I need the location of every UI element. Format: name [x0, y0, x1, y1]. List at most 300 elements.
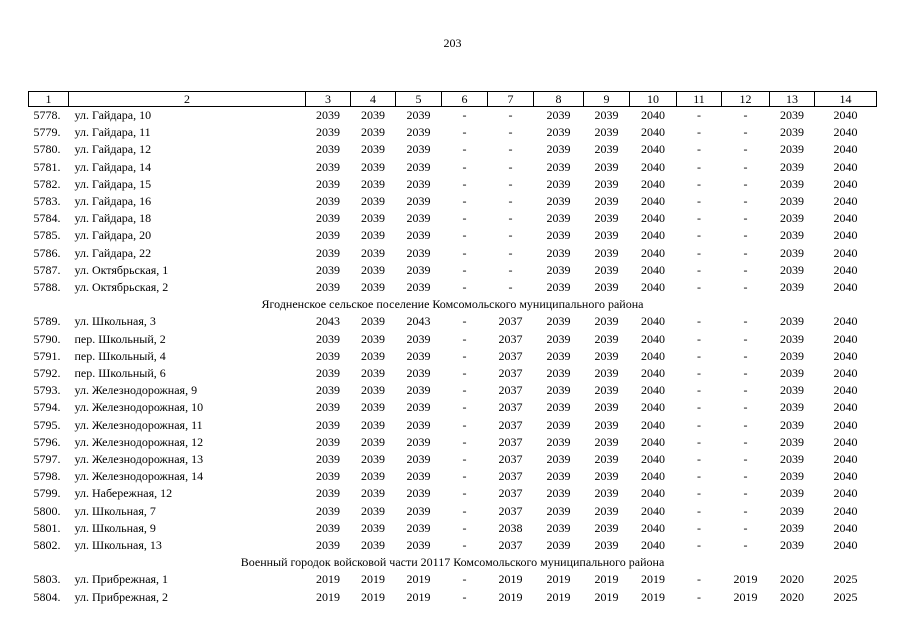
- year-cell: 2039: [594, 434, 619, 449]
- year-cell: 2040: [833, 383, 858, 398]
- address-cell: ул. Железнодорожная, 10: [74, 400, 204, 415]
- year-cell: 2040: [641, 400, 665, 415]
- year-cell: -: [743, 400, 748, 415]
- row-number: 5793.: [33, 383, 61, 398]
- year-cell: 2039: [316, 280, 340, 295]
- year-cell: 2040: [641, 486, 665, 501]
- year-cell: 2040: [641, 366, 665, 381]
- year-cell: 2039: [594, 486, 619, 501]
- year-cell: 2039: [361, 280, 385, 295]
- year-cell: -: [697, 434, 701, 449]
- year-cell: -: [462, 331, 467, 346]
- year-cell: 2039: [406, 331, 431, 346]
- row-number: 5791.: [33, 348, 61, 363]
- year-cell: -: [697, 503, 701, 518]
- year-cell: 2040: [641, 314, 665, 329]
- year-cell: -: [697, 108, 701, 122]
- year-cell: -: [743, 228, 748, 243]
- year-cell: 2040: [641, 434, 665, 449]
- year-cell: -: [743, 383, 748, 398]
- column-header: 14: [815, 92, 877, 107]
- year-cell: 2039: [406, 417, 431, 432]
- year-cell: -: [743, 194, 748, 209]
- year-cell: 2039: [546, 348, 571, 363]
- year-cell: -: [697, 348, 701, 363]
- row-number: 5801.: [33, 520, 61, 535]
- year-cell: 2039: [316, 400, 340, 415]
- address-cell: ул. Гайдара, 14: [74, 159, 152, 174]
- year-cell: 2025: [833, 589, 858, 604]
- year-cell: -: [743, 348, 748, 363]
- year-cell: -: [743, 262, 748, 277]
- address-cell: ул. Прибрежная, 1: [74, 572, 169, 587]
- year-cell: 2039: [316, 348, 340, 363]
- year-cell: 2019: [316, 572, 340, 587]
- row-number: 5799.: [33, 486, 61, 501]
- table-row: [29, 159, 877, 176]
- schedule-table: [28, 91, 877, 606]
- address-cell: ул. Железнодорожная, 13: [74, 452, 204, 467]
- year-cell: 2039: [361, 108, 385, 122]
- year-cell: 2039: [546, 417, 571, 432]
- year-cell: 2039: [316, 245, 340, 260]
- year-cell: 2040: [833, 366, 858, 381]
- year-cell: 2039: [361, 486, 385, 501]
- year-cell: 2039: [406, 383, 431, 398]
- year-cell: 2039: [316, 228, 340, 243]
- year-cell: 2039: [594, 176, 619, 191]
- year-cell: 2039: [406, 400, 431, 415]
- year-cell: -: [697, 572, 701, 587]
- year-cell: -: [462, 417, 467, 432]
- year-cell: 2039: [361, 400, 385, 415]
- column-header: 9: [584, 92, 630, 107]
- year-cell: -: [743, 417, 748, 432]
- year-cell: 2019: [733, 589, 758, 604]
- address-cell: ул. Гайдара, 11: [74, 125, 151, 140]
- year-cell: 2043: [406, 314, 431, 329]
- year-cell: 2039: [361, 211, 385, 226]
- year-cell: 2039: [594, 262, 619, 277]
- address-cell: ул. Гайдара, 20: [74, 228, 152, 243]
- year-cell: -: [697, 176, 701, 191]
- year-cell: 2040: [641, 211, 665, 226]
- year-cell: 2039: [316, 538, 340, 553]
- year-cell: 2039: [594, 383, 619, 398]
- year-cell: 2039: [406, 176, 431, 191]
- year-cell: 2039: [406, 108, 431, 122]
- year-cell: -: [462, 142, 467, 157]
- year-cell: 2040: [833, 348, 858, 363]
- year-cell: 2039: [316, 366, 340, 381]
- year-cell: 2037: [498, 366, 523, 381]
- address-cell: ул. Железнодорожная, 12: [74, 434, 204, 449]
- year-cell: 2040: [641, 108, 665, 122]
- year-cell: 2039: [780, 383, 804, 398]
- table-row: [29, 245, 877, 262]
- year-cell: 2037: [498, 383, 523, 398]
- year-cell: 2019: [316, 589, 340, 604]
- year-cell: 2039: [546, 331, 571, 346]
- year-cell: 2040: [641, 245, 665, 260]
- year-cell: 2040: [833, 280, 858, 295]
- year-cell: 2019: [498, 589, 523, 604]
- year-cell: 2039: [361, 434, 385, 449]
- year-cell: -: [508, 228, 513, 243]
- year-cell: 2040: [641, 228, 665, 243]
- table-row: [29, 537, 877, 554]
- year-cell: 2039: [546, 503, 571, 518]
- year-cell: 2039: [361, 142, 385, 157]
- year-cell: 2037: [498, 417, 523, 432]
- year-cell: -: [508, 211, 513, 226]
- row-number: 5788.: [33, 280, 61, 295]
- year-cell: 2039: [546, 486, 571, 501]
- year-cell: 2040: [833, 142, 858, 157]
- year-cell: -: [462, 211, 467, 226]
- year-cell: -: [697, 331, 701, 346]
- year-cell: 2039: [361, 417, 385, 432]
- year-cell: 2039: [780, 434, 804, 449]
- row-number: 5792.: [33, 366, 61, 381]
- row-number: 5778.: [33, 108, 61, 122]
- table-row: [29, 434, 877, 451]
- year-cell: -: [697, 125, 701, 140]
- year-cell: -: [462, 194, 467, 209]
- year-cell: -: [743, 469, 748, 484]
- row-number: 5803.: [33, 572, 61, 587]
- year-cell: 2039: [361, 314, 385, 329]
- year-cell: 2039: [361, 331, 385, 346]
- table-row: [29, 589, 877, 606]
- year-cell: 2040: [833, 538, 858, 553]
- column-header: 1: [29, 92, 69, 107]
- year-cell: 2040: [833, 194, 858, 209]
- year-cell: 2019: [641, 572, 665, 587]
- row-number: 5796.: [33, 434, 61, 449]
- address-cell: ул. Гайдара, 10: [74, 108, 152, 122]
- row-number: 5783.: [33, 194, 61, 209]
- year-cell: 2025: [833, 572, 858, 587]
- column-header: 3: [306, 92, 351, 107]
- year-cell: 2039: [546, 383, 571, 398]
- year-cell: 2019: [594, 589, 619, 604]
- row-number: 5785.: [33, 228, 61, 243]
- year-cell: 2039: [361, 348, 385, 363]
- row-number: 5802.: [33, 538, 61, 553]
- table-row: [29, 451, 877, 468]
- table-row: [29, 279, 877, 296]
- year-cell: 2039: [316, 452, 340, 467]
- year-cell: -: [508, 262, 513, 277]
- year-cell: -: [697, 452, 701, 467]
- year-cell: 2039: [546, 314, 571, 329]
- row-number: 5782.: [33, 176, 61, 191]
- year-cell: 2039: [780, 159, 804, 174]
- year-cell: 2040: [833, 245, 858, 260]
- year-cell: 2039: [316, 159, 340, 174]
- year-cell: 2039: [361, 176, 385, 191]
- year-cell: 2037: [498, 400, 523, 415]
- year-cell: 2019: [641, 589, 665, 604]
- year-cell: 2039: [780, 348, 804, 363]
- year-cell: 2037: [498, 503, 523, 518]
- year-cell: -: [462, 125, 467, 140]
- section-header-row: [29, 554, 877, 571]
- year-cell: 2040: [833, 520, 858, 535]
- year-cell: 2039: [316, 262, 340, 277]
- year-cell: 2039: [594, 245, 619, 260]
- year-cell: -: [508, 245, 513, 260]
- column-header: 6: [442, 92, 488, 107]
- year-cell: -: [697, 383, 701, 398]
- year-cell: 2039: [546, 125, 571, 140]
- address-cell: ул. Железнодорожная, 14: [74, 469, 204, 484]
- year-cell: 2039: [361, 469, 385, 484]
- year-cell: 2039: [316, 486, 340, 501]
- year-cell: 2039: [780, 400, 804, 415]
- year-cell: 2040: [641, 383, 665, 398]
- year-cell: 2039: [316, 125, 340, 140]
- year-cell: 2039: [406, 503, 431, 518]
- year-cell: 2040: [641, 520, 665, 535]
- year-cell: 2040: [641, 159, 665, 174]
- year-cell: 2039: [361, 228, 385, 243]
- address-cell: пер. Школьный, 6: [74, 366, 166, 381]
- year-cell: 2039: [780, 194, 804, 209]
- year-cell: 2039: [780, 262, 804, 277]
- address-cell: пер. Школьный, 4: [74, 348, 166, 363]
- year-cell: 2039: [406, 348, 431, 363]
- year-cell: 2040: [833, 314, 858, 329]
- year-cell: 2039: [594, 314, 619, 329]
- row-number: 5794.: [33, 400, 61, 415]
- table-row: [29, 348, 877, 365]
- year-cell: -: [743, 108, 748, 122]
- year-cell: -: [462, 228, 467, 243]
- table-row: [29, 124, 877, 141]
- year-cell: 2039: [361, 194, 385, 209]
- year-cell: 2039: [546, 142, 571, 157]
- year-cell: -: [697, 262, 701, 277]
- year-cell: -: [508, 142, 513, 157]
- year-cell: 2040: [833, 176, 858, 191]
- year-cell: 2040: [833, 125, 858, 140]
- year-cell: -: [697, 520, 701, 535]
- address-cell: ул. Набережная, 12: [74, 486, 173, 501]
- year-cell: 2039: [316, 194, 340, 209]
- year-cell: 2039: [361, 366, 385, 381]
- year-cell: -: [743, 452, 748, 467]
- table-row: [29, 262, 877, 279]
- year-cell: 2037: [498, 314, 523, 329]
- year-cell: 2019: [546, 589, 571, 604]
- year-cell: 2039: [406, 520, 431, 535]
- year-cell: 2039: [546, 434, 571, 449]
- year-cell: 2040: [641, 194, 665, 209]
- year-cell: 2020: [780, 572, 804, 587]
- year-cell: -: [462, 366, 467, 381]
- year-cell: 2037: [498, 434, 523, 449]
- year-cell: 2020: [780, 589, 804, 604]
- year-cell: -: [697, 486, 701, 501]
- year-cell: 2039: [546, 366, 571, 381]
- year-cell: -: [508, 280, 513, 295]
- year-cell: 2019: [361, 572, 385, 587]
- year-cell: 2039: [546, 108, 571, 122]
- year-cell: 2039: [594, 194, 619, 209]
- year-cell: 2040: [833, 417, 858, 432]
- address-cell: ул. Школьная, 9: [74, 520, 156, 535]
- year-cell: 2039: [594, 280, 619, 295]
- year-cell: 2039: [594, 211, 619, 226]
- year-cell: 2019: [406, 589, 431, 604]
- year-cell: 2039: [594, 348, 619, 363]
- year-cell: 2039: [594, 417, 619, 432]
- year-cell: 2039: [316, 503, 340, 518]
- table-row: [29, 141, 877, 158]
- column-header: 7: [488, 92, 534, 107]
- year-cell: 2039: [780, 125, 804, 140]
- table-row: [29, 485, 877, 502]
- column-header: 12: [722, 92, 770, 107]
- year-cell: 2039: [406, 159, 431, 174]
- year-cell: 2039: [780, 314, 804, 329]
- year-cell: 2039: [316, 331, 340, 346]
- address-cell: ул. Октябрьская, 1: [74, 262, 169, 277]
- year-cell: -: [697, 142, 701, 157]
- year-cell: 2039: [780, 108, 804, 122]
- year-cell: 2039: [546, 452, 571, 467]
- year-cell: 2040: [833, 108, 858, 122]
- year-cell: 2040: [641, 469, 665, 484]
- year-cell: -: [743, 538, 748, 553]
- year-cell: 2040: [641, 538, 665, 553]
- year-cell: 2039: [780, 503, 804, 518]
- row-number: 5800.: [33, 503, 61, 518]
- year-cell: -: [462, 486, 467, 501]
- year-cell: 2039: [546, 520, 571, 535]
- table-row: [29, 227, 877, 244]
- year-cell: 2039: [316, 176, 340, 191]
- year-cell: 2039: [780, 142, 804, 157]
- year-cell: -: [697, 400, 701, 415]
- address-cell: ул. Прибрежная, 2: [74, 589, 169, 604]
- year-cell: -: [508, 159, 513, 174]
- year-cell: 2040: [641, 348, 665, 363]
- year-cell: -: [743, 520, 748, 535]
- address-cell: ул. Железнодорожная, 11: [74, 417, 203, 432]
- year-cell: 2040: [833, 400, 858, 415]
- year-cell: 2037: [498, 331, 523, 346]
- year-cell: -: [743, 125, 748, 140]
- year-cell: 2019: [498, 572, 523, 587]
- year-cell: 2019: [361, 589, 385, 604]
- year-cell: 2037: [498, 486, 523, 501]
- year-cell: 2039: [406, 486, 431, 501]
- year-cell: 2039: [406, 280, 431, 295]
- year-cell: 2039: [780, 520, 804, 535]
- year-cell: 2040: [641, 417, 665, 432]
- address-cell: ул. Железнодорожная, 9: [74, 383, 198, 398]
- year-cell: 2039: [780, 228, 804, 243]
- year-cell: 2039: [594, 125, 619, 140]
- column-header: 8: [534, 92, 584, 107]
- year-cell: 2039: [780, 245, 804, 260]
- year-cell: -: [697, 314, 701, 329]
- year-cell: 2039: [594, 159, 619, 174]
- year-cell: 2039: [361, 262, 385, 277]
- year-cell: 2039: [594, 538, 619, 553]
- year-cell: 2038: [498, 520, 523, 535]
- year-cell: 2019: [406, 572, 431, 587]
- table-row: [29, 399, 877, 416]
- year-cell: -: [462, 280, 467, 295]
- year-cell: 2040: [833, 331, 858, 346]
- row-number: 5789.: [33, 314, 61, 329]
- year-cell: -: [462, 400, 467, 415]
- section-header-row: [29, 296, 877, 313]
- year-cell: 2039: [780, 211, 804, 226]
- year-cell: 2039: [406, 434, 431, 449]
- year-cell: 2039: [594, 400, 619, 415]
- year-cell: -: [743, 434, 748, 449]
- year-cell: -: [462, 159, 467, 174]
- table-row: [29, 331, 877, 348]
- column-header: 4: [351, 92, 396, 107]
- year-cell: 2039: [594, 108, 619, 122]
- table-row: [29, 520, 877, 537]
- year-cell: 2039: [406, 211, 431, 226]
- year-cell: 2040: [641, 142, 665, 157]
- year-cell: -: [462, 262, 467, 277]
- row-number: 5780.: [33, 142, 61, 157]
- year-cell: 2039: [594, 452, 619, 467]
- year-cell: -: [462, 383, 467, 398]
- year-cell: 2039: [546, 228, 571, 243]
- year-cell: 2039: [780, 486, 804, 501]
- year-cell: 2037: [498, 348, 523, 363]
- year-cell: -: [462, 314, 467, 329]
- year-cell: 2037: [498, 452, 523, 467]
- year-cell: -: [743, 142, 748, 157]
- address-cell: ул. Октябрьская, 2: [74, 280, 169, 295]
- address-cell: ул. Школьная, 13: [74, 538, 162, 553]
- table-row: [29, 365, 877, 382]
- table-row: [29, 193, 877, 210]
- year-cell: 2039: [594, 469, 619, 484]
- year-cell: -: [462, 572, 467, 587]
- year-cell: 2037: [498, 469, 523, 484]
- year-cell: -: [462, 452, 467, 467]
- year-cell: -: [743, 211, 748, 226]
- year-cell: 2039: [361, 503, 385, 518]
- year-cell: 2037: [498, 538, 523, 553]
- year-cell: -: [462, 245, 467, 260]
- address-cell: пер. Школьный, 2: [74, 331, 166, 346]
- year-cell: 2039: [406, 194, 431, 209]
- year-cell: -: [462, 434, 467, 449]
- year-cell: -: [508, 125, 513, 140]
- table-row: [29, 382, 877, 399]
- year-cell: -: [743, 280, 748, 295]
- row-number: 5784.: [33, 211, 61, 226]
- row-number: 5781.: [33, 159, 61, 174]
- page-number: 203: [443, 36, 462, 50]
- year-cell: 2039: [316, 211, 340, 226]
- year-cell: 2039: [780, 366, 804, 381]
- table-row: [29, 313, 877, 330]
